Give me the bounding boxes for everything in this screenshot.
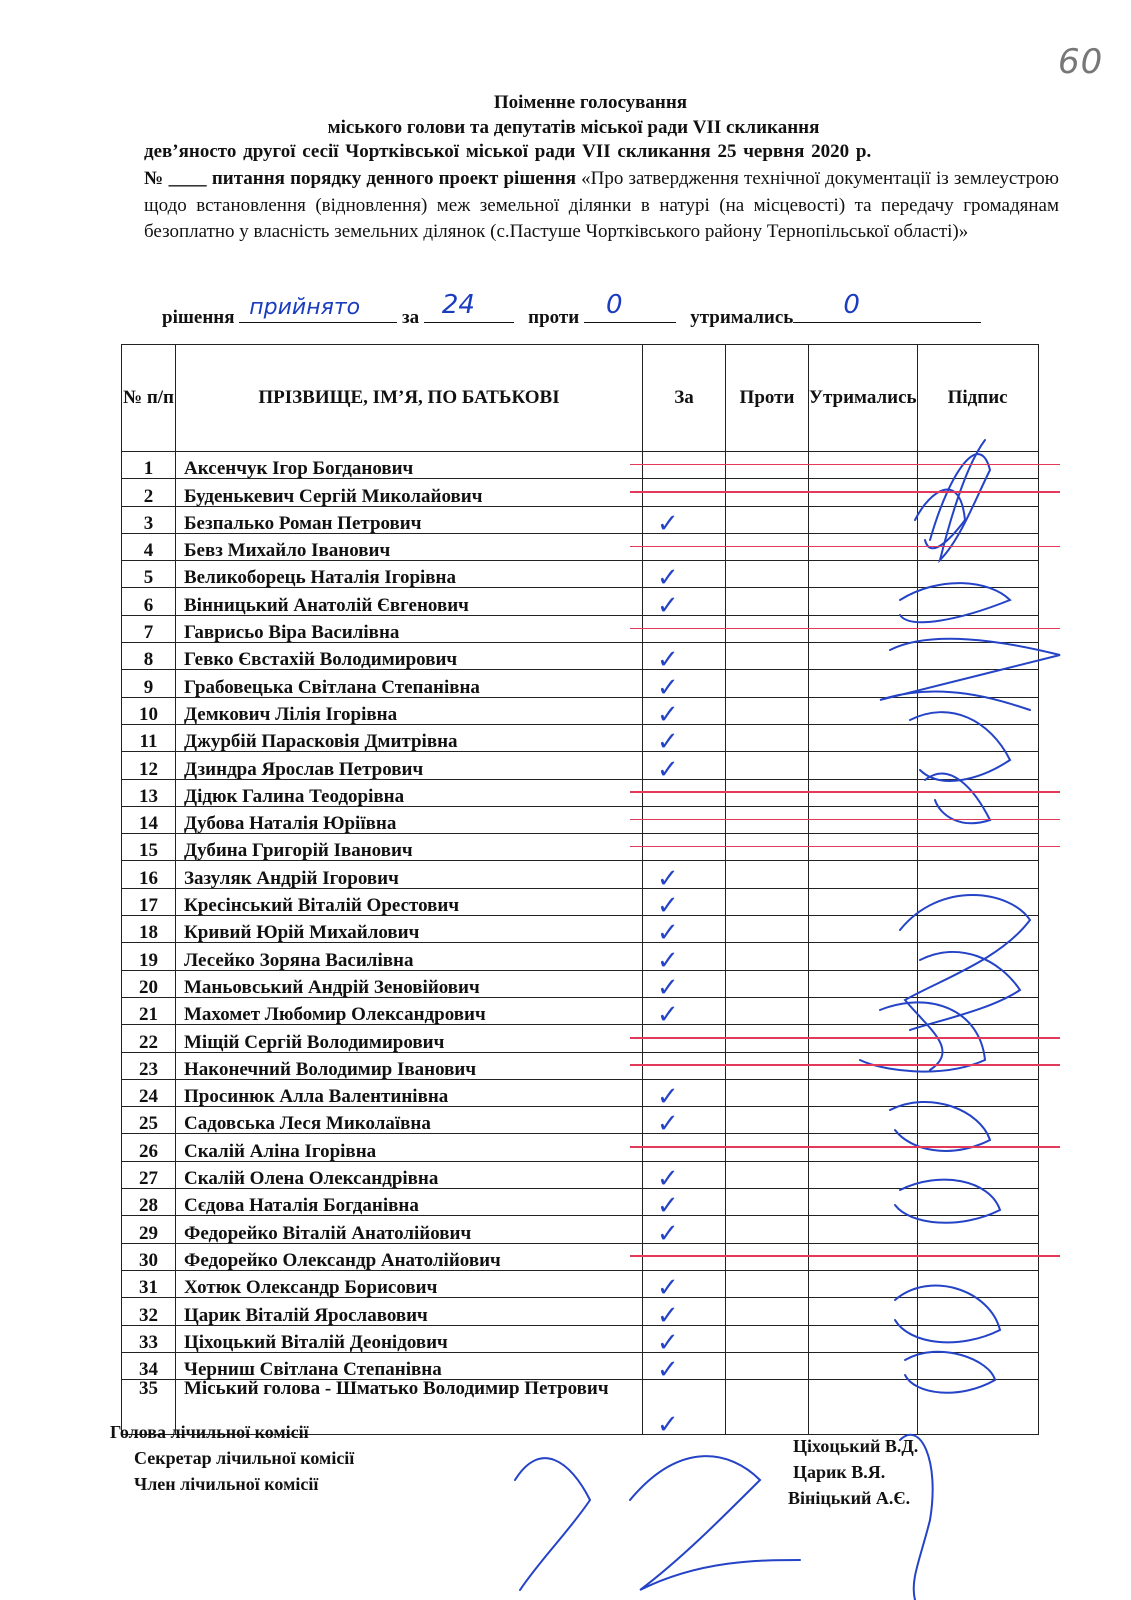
row-number: 35	[122, 1380, 176, 1435]
signature-cell	[917, 1352, 1038, 1379]
col-against-header: Проти	[726, 345, 809, 452]
for-cell	[643, 724, 726, 758]
checkmark-icon: ✓	[657, 1218, 679, 1249]
deputy-name: Сєдова Наталія Богданівна	[176, 1189, 643, 1216]
checkmark-icon: ✓	[657, 1410, 679, 1441]
for-cell	[643, 561, 726, 594]
against-cell	[726, 1189, 809, 1216]
against-cell	[726, 697, 809, 724]
table-row	[122, 561, 1039, 588]
against-cell	[726, 506, 809, 533]
agenda-item	[144, 166, 1059, 246]
row-number: 19	[122, 943, 176, 970]
deputy-name: Федорейко Олександр Анатолійович	[176, 1243, 643, 1270]
abstain-cell	[809, 1189, 918, 1216]
abstain-cell	[809, 1161, 918, 1188]
roll-call-table	[121, 344, 1039, 1441]
against-cell	[726, 997, 809, 1024]
signature-cell	[917, 752, 1038, 779]
row-number: 14	[122, 806, 176, 833]
table-row	[122, 997, 1039, 1024]
row-number: 24	[122, 1079, 176, 1106]
for-cell	[643, 506, 726, 539]
checkmark-icon: ✓	[657, 945, 679, 976]
checkmark-icon: ✓	[657, 645, 679, 676]
against-cell	[726, 1352, 809, 1379]
table-header-row	[122, 345, 1039, 452]
document-title: Поіменне голосування	[493, 92, 688, 113]
member-label: Член лічильної комісії	[134, 1474, 319, 1494]
checkmark-icon: ✓	[657, 1273, 679, 1304]
absence-strike-line	[630, 546, 1060, 548]
deputy-name: Зазуляк Андрій Ігорович	[176, 861, 643, 888]
row-number: 34	[122, 1352, 176, 1379]
table-row	[122, 643, 1039, 670]
checkmark-icon: ✓	[657, 508, 679, 539]
table-row	[122, 916, 1039, 943]
row-number: 8	[122, 643, 176, 670]
row-number: 5	[122, 561, 176, 588]
absence-strike-line	[630, 491, 1060, 493]
vote-result-line	[162, 290, 1042, 329]
deputy-name: Демкович Лілія Ігорівна	[176, 697, 643, 724]
abstain-cell	[809, 1325, 918, 1352]
checkmark-icon: ✓	[657, 754, 679, 785]
against-cell	[726, 724, 809, 751]
table-row	[122, 1298, 1039, 1325]
checkmark-icon: ✓	[657, 727, 679, 758]
table-row	[122, 1270, 1039, 1297]
deputy-name: Гаврисьо Віра Василівна	[176, 615, 643, 642]
for-cell	[643, 916, 726, 949]
deputy-name: Царик Віталій Ярославович	[176, 1298, 643, 1325]
against-value: 0	[605, 290, 623, 320]
deputy-name: Ціхоцький Віталій Деонідович	[176, 1325, 643, 1352]
deputy-name: Гевко Євстахій Володимирович	[176, 643, 643, 670]
abstain-cell	[809, 997, 918, 1024]
table-row	[122, 1189, 1039, 1216]
col-for-header: За	[643, 345, 726, 452]
checkmark-icon: ✓	[657, 1191, 679, 1222]
deputy-name: Наконечний Володимир Іванович	[176, 1052, 643, 1079]
abstain-cell	[809, 943, 918, 970]
absence-strike-line	[630, 846, 1060, 848]
abstain-cell	[809, 861, 918, 888]
col-num-header: № п/п	[122, 345, 176, 452]
document-subtitle: міського голови та депутатів міської ради VІІ скликання	[327, 117, 820, 138]
row-number: 32	[122, 1298, 176, 1325]
deputy-name: Федорейко Віталій Анатолійович	[176, 1216, 643, 1243]
row-number: 20	[122, 970, 176, 997]
signature-cell	[917, 943, 1038, 970]
checkmark-icon: ✓	[657, 1327, 679, 1358]
for-cell	[643, 1380, 726, 1441]
for-cell	[643, 588, 726, 621]
deputy-name: Дубова Наталія Юріївна	[176, 806, 643, 833]
signature-cell	[917, 1161, 1038, 1188]
against-cell	[726, 1380, 809, 1435]
row-number: 2	[122, 479, 176, 506]
table-row	[122, 1352, 1039, 1379]
col-signature-header: Підпис	[917, 345, 1038, 452]
table-row	[122, 943, 1039, 970]
deputy-name: Лесейко Зоряна Василівна	[176, 943, 643, 970]
deputy-name: Скалій Олена Олександрівна	[176, 1161, 643, 1188]
signature-cell	[917, 724, 1038, 751]
row-number: 31	[122, 1270, 176, 1297]
table-row	[122, 1161, 1039, 1188]
abstain-blank	[793, 290, 981, 323]
signature-cell	[917, 1380, 1038, 1435]
table-row	[122, 888, 1039, 915]
row-number: 16	[122, 861, 176, 888]
decision-label: рішення	[162, 307, 235, 328]
row-number: 10	[122, 697, 176, 724]
signature-cell	[917, 1189, 1038, 1216]
abstain-cell	[809, 697, 918, 724]
row-number: 18	[122, 916, 176, 943]
checkmark-icon: ✓	[657, 1355, 679, 1386]
decision-blank	[239, 295, 397, 323]
signature-cell	[917, 1298, 1038, 1325]
page-number: 60	[1058, 42, 1104, 82]
deputy-name: Кривий Юрій Михайлович	[176, 916, 643, 943]
row-number: 23	[122, 1052, 176, 1079]
deputy-name: Безпалько Роман Петрович	[176, 506, 643, 533]
deputy-name: Міський голова - Шматько Володимир Петрович	[176, 1380, 643, 1435]
row-number: 25	[122, 1107, 176, 1134]
absence-strike-line	[630, 464, 1060, 466]
table-row	[122, 670, 1039, 697]
for-cell	[643, 943, 726, 976]
against-cell	[726, 1161, 809, 1188]
decision-value: прийнято	[249, 295, 361, 320]
row-number: 7	[122, 615, 176, 642]
secretary-label: Секретар лічильної комісії	[134, 1448, 355, 1468]
deputy-name: Вінницький Анатолій Євгенович	[176, 588, 643, 615]
deputy-name: Великоборець Наталія Ігорівна	[176, 561, 643, 588]
signature-cell	[917, 643, 1038, 670]
checkmark-icon: ✓	[657, 918, 679, 949]
for-cell	[643, 997, 726, 1031]
against-cell	[726, 643, 809, 670]
checkmark-icon: ✓	[657, 1082, 679, 1113]
chair-name: Ціхоцький В.Д.	[793, 1436, 919, 1456]
table-row	[122, 697, 1039, 724]
checkmark-icon: ✓	[657, 590, 679, 621]
deputy-name: Садовська Леся Миколаївна	[176, 1107, 643, 1134]
against-cell	[726, 1079, 809, 1106]
abstain-cell	[809, 506, 918, 533]
row-number: 17	[122, 888, 176, 915]
row-number: 33	[122, 1325, 176, 1352]
deputy-name: Дубина Григорій Іванович	[176, 834, 643, 861]
table-row	[122, 970, 1039, 997]
signature-cell	[917, 1270, 1038, 1297]
signature-cell	[917, 1325, 1038, 1352]
for-cell	[643, 1216, 726, 1249]
deputy-name: Скалій Аліна Ігорівна	[176, 1134, 643, 1161]
deputy-name: Бевз Михайло Іванович	[176, 533, 643, 560]
session-line: дев’яносто другої сесії Чортківської міської ради VІІ скликання 25 червня 2020 р.	[144, 141, 872, 162]
for-cell	[643, 1325, 726, 1358]
signature-cell	[917, 1216, 1038, 1243]
row-number: 13	[122, 779, 176, 806]
checkmark-icon: ✓	[657, 863, 679, 894]
checkmark-icon: ✓	[657, 972, 679, 1003]
row-number: 30	[122, 1243, 176, 1270]
abstain-label: утримались	[690, 307, 794, 328]
table-row	[122, 724, 1039, 751]
signature-cell	[917, 588, 1038, 615]
abstain-value: 0	[843, 290, 860, 320]
deputy-name: Дідюк Галина Теодорівна	[176, 779, 643, 806]
against-cell	[726, 943, 809, 970]
against-cell	[726, 1298, 809, 1325]
against-cell	[726, 1216, 809, 1243]
abstain-cell	[809, 1079, 918, 1106]
chair-label: Голова лічильної комісії	[110, 1422, 309, 1442]
deputy-name: Грабовецька Світлана Степанівна	[176, 670, 643, 697]
deputy-name: Черниш Світлана Степанівна	[176, 1352, 643, 1379]
for-cell	[643, 970, 726, 1003]
row-number: 27	[122, 1161, 176, 1188]
table-row	[122, 1107, 1039, 1134]
signature-cell	[917, 997, 1038, 1024]
abstain-cell	[809, 888, 918, 915]
absence-strike-line	[630, 628, 1060, 630]
abstain-cell	[809, 1107, 918, 1134]
absence-strike-line	[630, 1255, 1060, 1257]
against-cell	[726, 752, 809, 779]
table-row	[122, 1325, 1039, 1352]
deputy-name: Кресінський Віталій Орестович	[176, 888, 643, 915]
row-number: 21	[122, 997, 176, 1024]
against-label: проти	[528, 307, 580, 328]
deputy-name: Маньовський Андрій Зеновійович	[176, 970, 643, 997]
checkmark-icon: ✓	[657, 1164, 679, 1195]
secretary-name: Царик В.Я.	[793, 1462, 886, 1482]
against-cell	[726, 1107, 809, 1134]
row-number: 11	[122, 724, 176, 751]
absence-strike-line	[630, 1064, 1060, 1066]
for-cell	[643, 752, 726, 785]
for-blank	[424, 290, 514, 323]
abstain-cell	[809, 1352, 918, 1379]
for-cell	[643, 1107, 726, 1140]
col-name-header: ПРІЗВИЩЕ, ІМ’Я, ПО БАТЬКОВІ	[176, 345, 643, 452]
deputy-name: Просинюк Алла Валентинівна	[176, 1079, 643, 1106]
signature-cell	[917, 970, 1038, 997]
for-cell	[643, 1189, 726, 1222]
signature-cell	[917, 697, 1038, 724]
checkmark-icon: ✓	[657, 699, 679, 730]
row-number: 12	[122, 752, 176, 779]
deputy-name: Дзиндра Ярослав Петрович	[176, 752, 643, 779]
for-cell	[643, 861, 726, 894]
abstain-cell	[809, 916, 918, 943]
col-abstain-header: Утримались	[809, 345, 918, 452]
signature-cell	[917, 1107, 1038, 1134]
abstain-cell	[809, 970, 918, 997]
checkmark-icon: ✓	[657, 563, 679, 594]
signature-cell	[917, 670, 1038, 697]
abstain-cell	[809, 724, 918, 751]
checkmark-icon: ✓	[657, 672, 679, 703]
against-cell	[726, 561, 809, 588]
against-cell	[726, 970, 809, 997]
row-number: 9	[122, 670, 176, 697]
against-cell	[726, 916, 809, 943]
checkmark-icon: ✓	[657, 1000, 679, 1031]
against-blank	[584, 290, 676, 323]
abstain-cell	[809, 561, 918, 588]
signature-cell	[917, 888, 1038, 915]
abstain-cell	[809, 1270, 918, 1297]
table-row	[122, 1216, 1039, 1243]
for-cell	[643, 670, 726, 703]
abstain-cell	[809, 1380, 918, 1435]
signature-cell	[917, 561, 1038, 588]
abstain-cell	[809, 1216, 918, 1243]
abstain-cell	[809, 1298, 918, 1325]
signature-cell	[917, 861, 1038, 888]
against-cell	[726, 1325, 809, 1352]
absence-strike-line	[630, 1146, 1060, 1148]
signature-cell	[917, 1079, 1038, 1106]
for-cell	[643, 1352, 726, 1386]
against-cell	[726, 670, 809, 697]
against-cell	[726, 588, 809, 615]
for-cell	[643, 1270, 726, 1304]
against-cell	[726, 888, 809, 915]
absence-strike-line	[630, 791, 1060, 793]
against-cell	[726, 1270, 809, 1297]
abstain-cell	[809, 670, 918, 697]
for-value: 24	[441, 290, 475, 320]
row-number: 26	[122, 1134, 176, 1161]
deputy-name: Аксенчук Ігор Богданович	[176, 452, 643, 479]
abstain-cell	[809, 643, 918, 670]
against-cell	[726, 861, 809, 888]
for-cell	[643, 888, 726, 922]
abstain-cell	[809, 588, 918, 615]
for-cell	[643, 1298, 726, 1331]
for-label: за	[402, 307, 420, 328]
row-number: 3	[122, 506, 176, 533]
checkmark-icon: ✓	[657, 891, 679, 922]
signature-cell	[917, 916, 1038, 943]
row-number: 22	[122, 1025, 176, 1052]
for-cell	[643, 697, 726, 730]
signature-cell	[917, 506, 1038, 533]
checkmark-icon: ✓	[657, 1300, 679, 1331]
absence-strike-line	[630, 1037, 1060, 1039]
member-name: Вініцький А.Є.	[788, 1488, 911, 1508]
for-cell	[643, 643, 726, 676]
deputy-name: Джурбій Парасковія Дмитрівна	[176, 724, 643, 751]
absence-strike-line	[630, 819, 1060, 821]
deputy-name: Хотюк Олександр Борисович	[176, 1270, 643, 1297]
checkmark-icon: ✓	[657, 1109, 679, 1140]
deputy-name: Буденькевич Сергій Миколайович	[176, 479, 643, 506]
row-number: 6	[122, 588, 176, 615]
row-number: 1	[122, 452, 176, 479]
agenda-item-prefix: № ____ питання порядку денного проект рішення	[144, 168, 576, 189]
row-number: 28	[122, 1189, 176, 1216]
table-row	[122, 752, 1039, 779]
deputy-name: Міщій Сергій Володимирович	[176, 1025, 643, 1052]
row-number: 29	[122, 1216, 176, 1243]
abstain-cell	[809, 752, 918, 779]
agenda-item-text: «Про затвердження технічної документації із землеустрою щодо встановлення (відновлення) меж земельної ділянки в натурі (на місцевості) та передачу громадянам безоплатно у власність земельних ділянок (с.Пастуше Чортківського району Тернопільської області)»	[144, 168, 1059, 242]
table-row	[122, 1079, 1039, 1106]
table-row	[122, 588, 1039, 615]
for-cell	[643, 1079, 726, 1113]
table-row	[122, 861, 1039, 888]
deputy-name: Махомет Любомир Олександрович	[176, 997, 643, 1024]
row-number: 4	[122, 533, 176, 560]
table-row	[122, 506, 1039, 533]
row-number: 15	[122, 834, 176, 861]
for-cell	[643, 1161, 726, 1195]
